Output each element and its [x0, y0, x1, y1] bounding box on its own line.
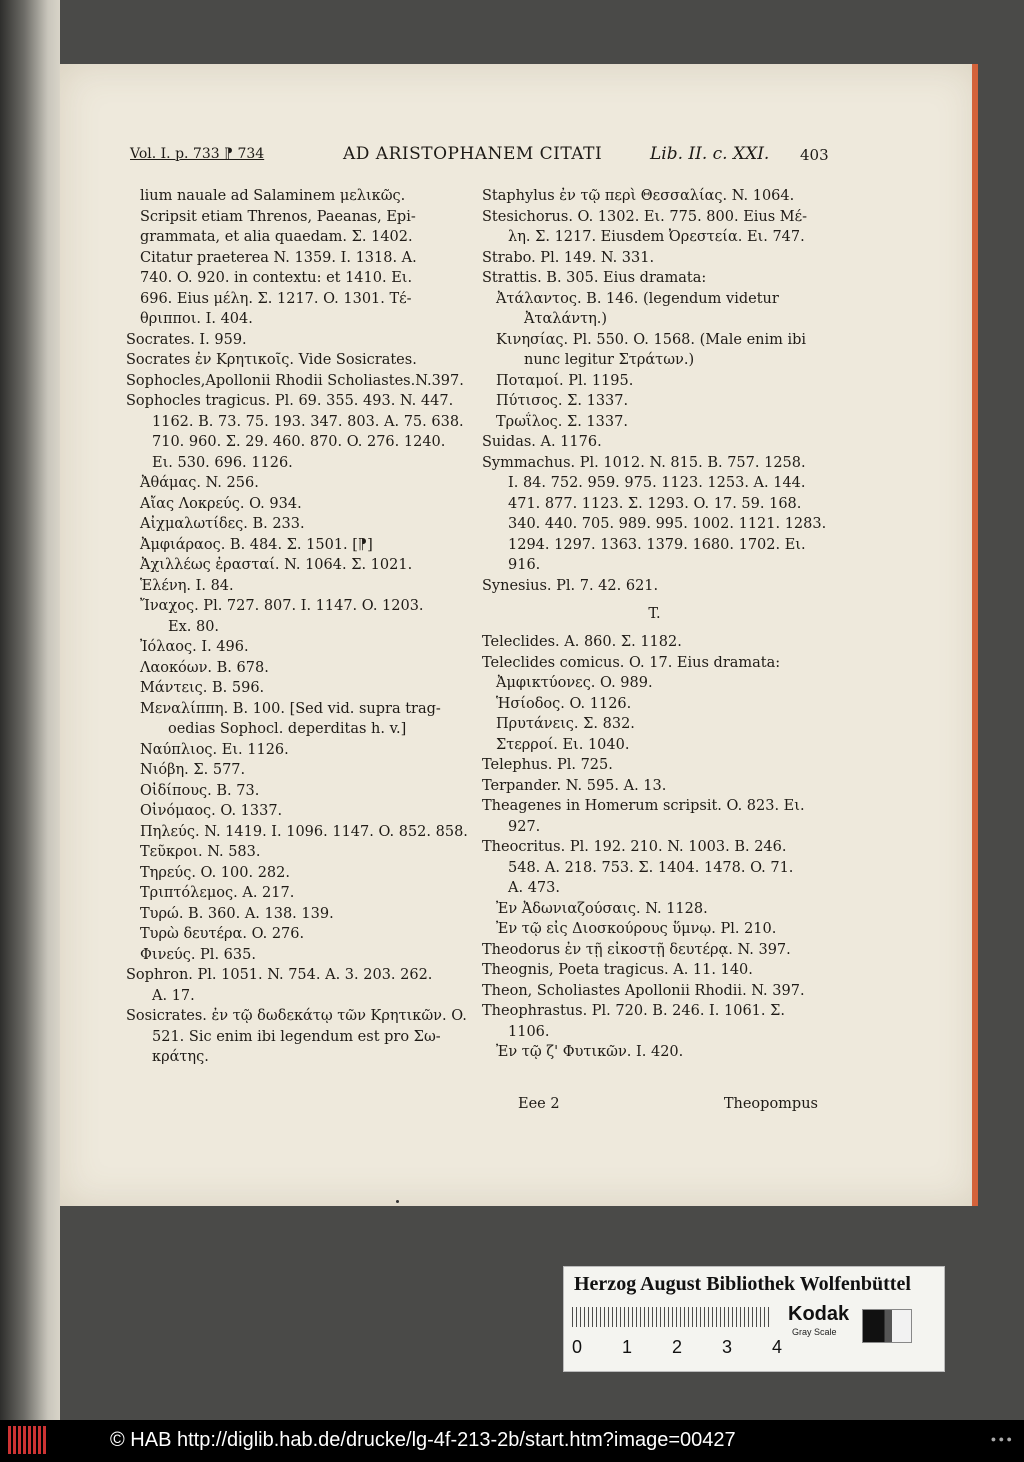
index-entry-line: Νιόβη. Σ. 577. — [140, 762, 246, 778]
copyright-url[interactable]: © HAB http://diglib.hab.de/drucke/lg-4f-213-2b/start.htm?image=00427 — [110, 1429, 736, 1451]
index-entry-line: Τηρεύς. O. 100. 282. — [140, 864, 290, 881]
header-title: AD ARISTOPHANEM CITATI — [343, 144, 603, 164]
index-entry-line: 1106. — [508, 1023, 550, 1040]
index-entry-line: Μεναλίππη. B. 100. [Sed vid. supra trag- — [140, 700, 441, 717]
ruler-number: 0 — [572, 1337, 583, 1357]
index-entry-line: Stesichorus. O. 1302. Ει. 775. 800. Eius Μέ- — [482, 208, 808, 225]
index-entry-line: Κινησίας. Pl. 550. O. 1568. (Male enim ibi — [496, 331, 807, 348]
hab-logo-icon — [8, 1426, 48, 1454]
kodak-logo: Kodak — [788, 1303, 850, 1325]
index-entry-line: Πηλεύς. N. 1419. I. 1096. 1147. O. 852. 858. — [140, 823, 468, 840]
index-entry-line: Sophron. Pl. 1051. N. 754. A. 3. 203. 262. — [126, 967, 433, 983]
ruler-number: 4 — [771, 1337, 782, 1357]
signature-mark: Eee 2 — [518, 1096, 560, 1112]
header-volume-ref: Vol. I. p. 733 ⁋ 734 — [130, 146, 265, 162]
index-entry-line: Μάντεις. B. 596. — [140, 680, 265, 696]
right-column — [482, 186, 827, 1063]
ruler-number: 3 — [721, 1337, 732, 1357]
index-entry-line: Sophocles,Apollonii Rhodii Scholiastes.N.397. — [126, 372, 464, 389]
nav-dots-icon: ● ● ● — [990, 1434, 1012, 1444]
index-entry-line: Ἑλένη. I. 84. — [140, 577, 234, 594]
index-entry-line: Theophrastus. Pl. 720. B. 246. I. 1061. Σ. — [482, 1003, 785, 1019]
index-entry-line: 696. Eius μέλη. Σ. 1217. O. 1301. Τέ- — [140, 290, 412, 307]
ruler-numbers — [572, 1337, 782, 1358]
section-letter: T. — [648, 606, 661, 622]
index-entry-line: Theocritus. Pl. 192. 210. N. 1003. B. 246. — [482, 839, 787, 855]
index-entry-line: Λαοκόων. B. 678. — [140, 659, 269, 676]
index-entry-line: Ἐν Ἀδωνιαζούσαις. N. 1128. — [496, 900, 708, 917]
index-entry-line: Οἰδίπους. B. 73. — [140, 782, 260, 799]
index-entry-line: 1162. B. 73. 75. 193. 347. 803. A. 75. 638. — [152, 413, 464, 430]
index-entry-line: Theodorus ἐν τῇ εἰκοστῇ δευτέρᾳ. N. 397. — [482, 941, 791, 958]
index-entry-line: Ἀμφιάραος. B. 484. Σ. 1501. [⁋] — [140, 536, 373, 553]
index-entry-line: oedias Sophocl. deperditas h. v.] — [168, 721, 407, 737]
index-entry-line: Theagenes in Homerum scripsit. O. 823. Ει. — [482, 798, 805, 814]
index-entry-line: A. 17. — [152, 987, 195, 1004]
index-entry-line: Ἀμφικτύονες. O. 989. — [496, 675, 653, 691]
index-entry-line: Τεῦκροι. N. 583. — [140, 844, 261, 860]
index-entry-line: A. 473. — [508, 880, 560, 896]
running-header — [130, 144, 830, 168]
index-entry-line: 740. O. 920. in contextu: et 1410. Ει. — [140, 270, 413, 286]
index-entry-line: Suidas. A. 1176. — [482, 434, 602, 450]
index-entry-line: nunc legitur Στράτων.) — [524, 352, 695, 368]
index-entry-line: I. 84. 752. 959. 975. 1123. 1253. A. 144. — [508, 475, 806, 491]
index-entry-line: 471. 877. 1123. Σ. 1293. O. 17. 59. 168. — [508, 495, 802, 512]
index-entry-line: Socrates ἐν Κρητικοῖς. Vide Sosicrates. — [126, 352, 417, 368]
index-entry-line: Ἀτάλαντος. B. 146. (legendum videtur — [496, 290, 779, 307]
index-entry-line: Αἰχμαλωτίδες. B. 233. — [140, 516, 305, 532]
ruler-number: 1 — [621, 1337, 632, 1357]
index-entry-line: 1294. 1297. 1363. 1379. 1680. 1702. Ει. — [508, 536, 806, 553]
index-entry-line: Theon, Scholiastes Apollonii Rhodii. N. 397. — [482, 982, 805, 999]
index-entry-line: Στερροί. Ει. 1040. — [496, 736, 630, 753]
index-entry-line: Τρωΐλος. Σ. 1337. — [496, 413, 628, 430]
index-entry-line: grammata, et alia quaedam. Σ. 1402. — [140, 229, 413, 245]
gray-scale-swatch — [862, 1309, 912, 1343]
index-entry-line: Πύτισος. Σ. 1337. — [496, 393, 629, 409]
color-calibration-card — [563, 1266, 945, 1372]
index-entry-line: 340. 440. 705. 989. 995. 1002. 1121. 1283. — [508, 516, 827, 532]
index-entry-line: Citatur praeterea N. 1359. I. 1318. A. — [140, 249, 417, 266]
index-entry-line: Staphylus ἐν τῷ περὶ Θεσσαλίας. N. 1064. — [482, 188, 795, 204]
left-column — [126, 186, 471, 1068]
page-number: 403 — [800, 146, 829, 164]
index-entry-line: Strabo. Pl. 149. N. 331. — [482, 249, 655, 266]
index-entry-line: Πρυτάνεις. Σ. 832. — [496, 716, 635, 732]
index-entry-line: Sosicrates. ἐν τῷ δωδεκάτῳ τῶν Κρητικῶν. O. — [126, 1008, 467, 1024]
index-entry-line: Φινεύς. Pl. 635. — [140, 946, 256, 963]
index-entry-line: Theognis, Poeta tragicus. A. 11. 140. — [482, 962, 753, 978]
index-entry-line: Ναύπλιος. Ει. 1126. — [140, 741, 289, 758]
book-spine-edge — [0, 0, 60, 1420]
index-entry-line: Ἀταλάντη.) — [524, 311, 608, 327]
index-entry-line: Terpander. N. 595. A. 13. — [482, 777, 667, 794]
header-book-chapter: Lib. II. c. XXI. — [650, 144, 770, 164]
index-entry-line: λη. Σ. 1217. Eiusdem Ὀρεστεία. Ει. 747. — [508, 229, 805, 245]
index-entry-line: lium nauale ad Salaminem μελικῶς. — [140, 188, 406, 204]
index-entry-line: 521. Sic enim ibi legendum est pro Σω- — [152, 1028, 441, 1045]
index-entry-line: Socrates. I. 959. — [126, 331, 247, 348]
index-entry-line: 927. — [508, 818, 541, 835]
index-entry-line: θριπποι. I. 404. — [140, 311, 253, 327]
index-entry-line: Teleclides. A. 860. Σ. 1182. — [482, 634, 682, 650]
index-entry-line: Ἴναχος. Pl. 727. 807. I. 1147. O. 1203. — [140, 598, 424, 614]
index-entry-line: 548. A. 218. 753. Σ. 1404. 1478. O. 71. — [508, 859, 794, 876]
ruler-scale — [572, 1307, 772, 1327]
index-entry-line: Symmachus. Pl. 1012. N. 815. B. 757. 1258. — [482, 454, 806, 471]
index-entry-line: Αἴας Λοκρεύς. O. 934. — [140, 495, 302, 512]
index-entry-line: Synesius. Pl. 7. 42. 621. — [482, 577, 659, 594]
index-entry-line: Telephus. Pl. 725. — [482, 757, 613, 773]
index-entry-line: Strattis. B. 305. Eius dramata: — [482, 270, 707, 286]
index-entry-line: Ἀθάμας. N. 256. — [140, 475, 259, 491]
index-entry-line: 916. — [508, 557, 541, 573]
index-entry-line: Sophocles tragicus. Pl. 69. 355. 493. N. 447. — [126, 393, 454, 409]
gray-scale-label: Gray Scale — [792, 1327, 837, 1337]
index-entry-line: Τριπτόλεμος. A. 217. — [140, 885, 295, 901]
index-entry-line: Ἰόλαος. I. 496. — [140, 639, 249, 655]
paper-speck — [396, 1200, 399, 1203]
index-entry-line: Ἀχιλλέως ἐρασταί. N. 1064. Σ. 1021. — [140, 557, 413, 573]
index-entry-line: Ἐν τῷ εἰς Διοσκούρους ὕμνῳ. Pl. 210. — [496, 921, 777, 937]
index-entry-line: κράτης. — [152, 1049, 209, 1065]
index-entry-line: Οἰνόμαος. O. 1337. — [140, 803, 283, 819]
index-entry-line: Ποταμοί. Pl. 1195. — [496, 372, 634, 389]
library-name: Herzog August Bibliothek Wolfenbüttel — [574, 1273, 911, 1295]
index-entry-line: Τυρὼ δευτέρα. O. 276. — [140, 926, 305, 942]
index-entry-line: Teleclides comicus. O. 17. Eius dramata: — [482, 654, 781, 671]
index-entry-line: 710. 960. Σ. 29. 460. 870. O. 276. 1240. — [152, 434, 446, 450]
copyright-bar — [0, 1420, 1024, 1462]
index-entry-line: Τυρώ. B. 360. A. 138. 139. — [140, 905, 334, 922]
index-entry-line: Scripsit etiam Threnos, Paeanas, Epi- — [140, 208, 416, 225]
ruler-number: 2 — [671, 1337, 682, 1357]
index-entry-line: Ει. 530. 696. 1126. — [152, 454, 293, 471]
index-entry-line: Ex. 80. — [168, 618, 220, 635]
index-entry-line: Ἡσίοδος. O. 1126. — [496, 695, 632, 712]
catchword: Theopompus — [723, 1096, 818, 1112]
index-entry-line: Ἐν τῷ ζ' Φυτικῶν. I. 420. — [496, 1044, 684, 1060]
